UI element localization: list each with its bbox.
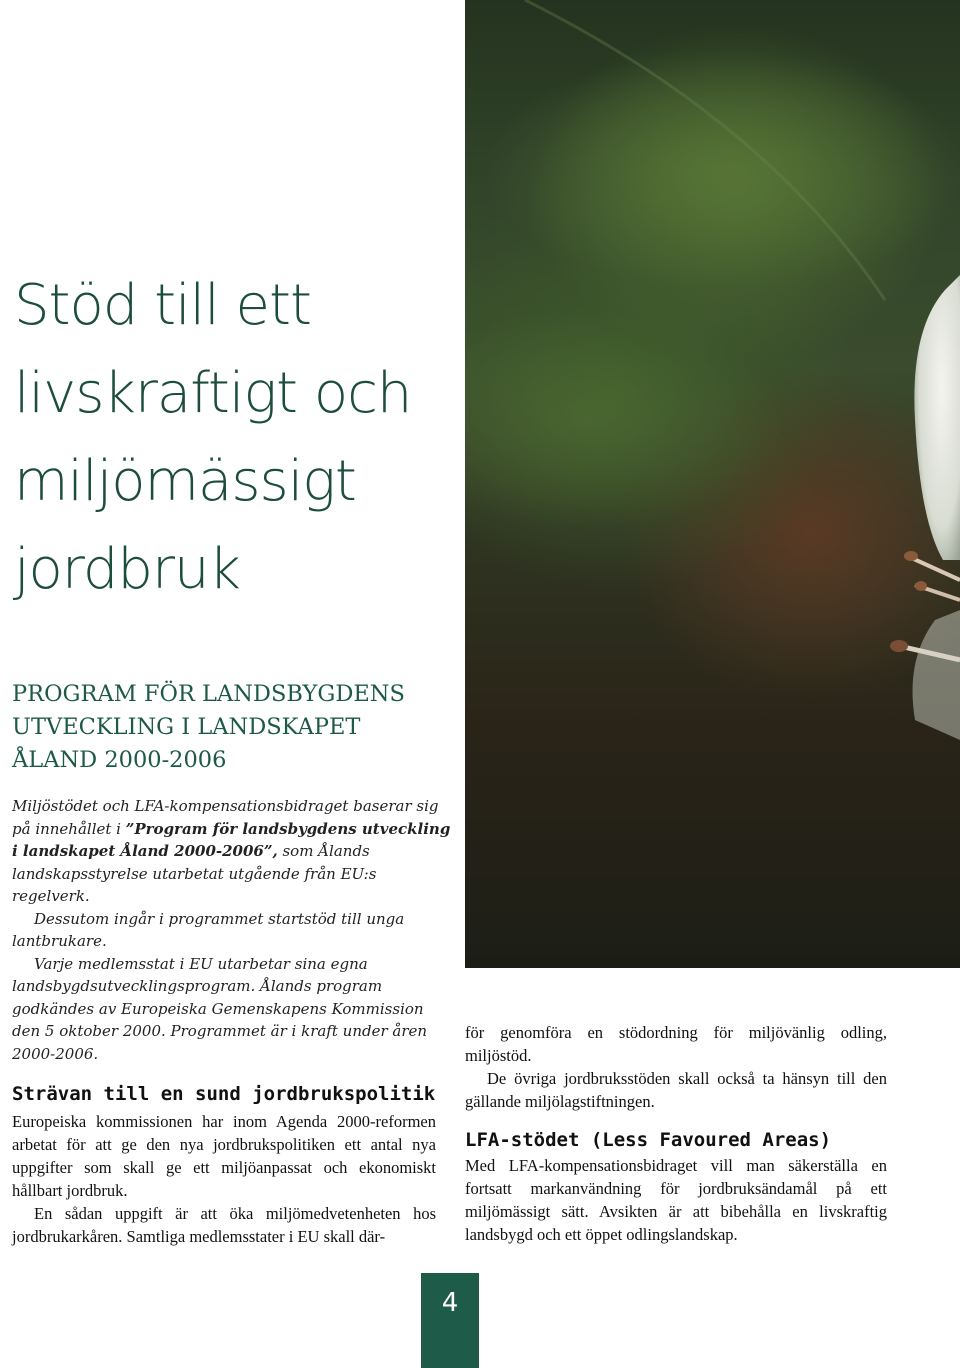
body-paragraph: för genomföra en stödordning för miljövänlig odling, miljöstöd. — [465, 1023, 887, 1065]
section-body-lfa — [465, 1154, 887, 1246]
intro-text-span: Miljöstödet och LFA-kompensationsbidraget baserar sig på innehållet i — [12, 797, 439, 838]
flower-illustration — [465, 0, 960, 968]
body-paragraph: En sådan uppgift är att öka miljömedvetenheten hos jordbrukarkåren. Samtliga medlemsstater i EU skall där- — [12, 1204, 436, 1246]
body-paragraph: De övriga jordbruksstöden skall också ta hänsyn till den gällande miljölagstiftningen. — [465, 1069, 887, 1111]
title-line: jordbruk — [14, 537, 240, 602]
section-heading-politik: Strävan till en sund jordbrukspolitik — [12, 1083, 436, 1105]
section-heading-lfa: LFA-stödet (Less Favoured Areas) — [465, 1129, 832, 1151]
right-column-body — [465, 1021, 887, 1113]
program-name: ”Program för landsbygdens utveckling i landskapet Åland 2000-2006”, — [12, 819, 451, 860]
program-heading-line: PROGRAM FÖR LANDSBYGDENS — [12, 681, 405, 707]
title-line: miljömässigt — [14, 449, 356, 514]
title-line: livskraftigt och — [14, 361, 412, 426]
intro-paragraph — [12, 795, 456, 908]
body-paragraph: Europeiska kommissionen har inom Agenda 2000-reformen arbetat för att ge den nya jordbrukspolitiken ett antal nya uppgifter som skall ge ett miljöanpassat och ekonomiskt hållbart jordbruk. — [12, 1112, 436, 1200]
page-title — [14, 262, 454, 614]
intro-text — [12, 795, 456, 1065]
section-body-politik — [12, 1110, 436, 1248]
flower-photo — [465, 0, 960, 968]
intro-paragraph: Dessutom ingår i programmet startstöd till unga lantbrukare. — [12, 909, 405, 950]
title-line: Stöd till ett — [14, 273, 311, 338]
intro-text-span: som Ålands landskapsstyrelse utarbetat utgående från EU:s regelverk. — [12, 842, 377, 905]
program-heading-line: ÅLAND 2000-2006 — [12, 747, 227, 773]
program-heading-line: UTVECKLING I LANDSKAPET — [12, 714, 361, 740]
program-heading — [12, 678, 462, 777]
body-paragraph: Med LFA-kompensationsbidraget vill man säkerställa en fortsatt markanvändning för jordbruksändamål på ett miljömässigt sätt. Avsikten är att bibehålla en livskraftig landsbygd och ett öppet odlingslandskap. — [465, 1156, 887, 1244]
intro-paragraph: Varje medlemsstat i EU utarbetar sina egna landsbygdsutvecklingsprogram. Ålands program godkändes av Europeiska Gemenskapens Kommission den 5 oktober 2000. Programmet är i kraft under åren 2000-2006. — [12, 954, 428, 1063]
page-number: 4 — [421, 1273, 479, 1368]
